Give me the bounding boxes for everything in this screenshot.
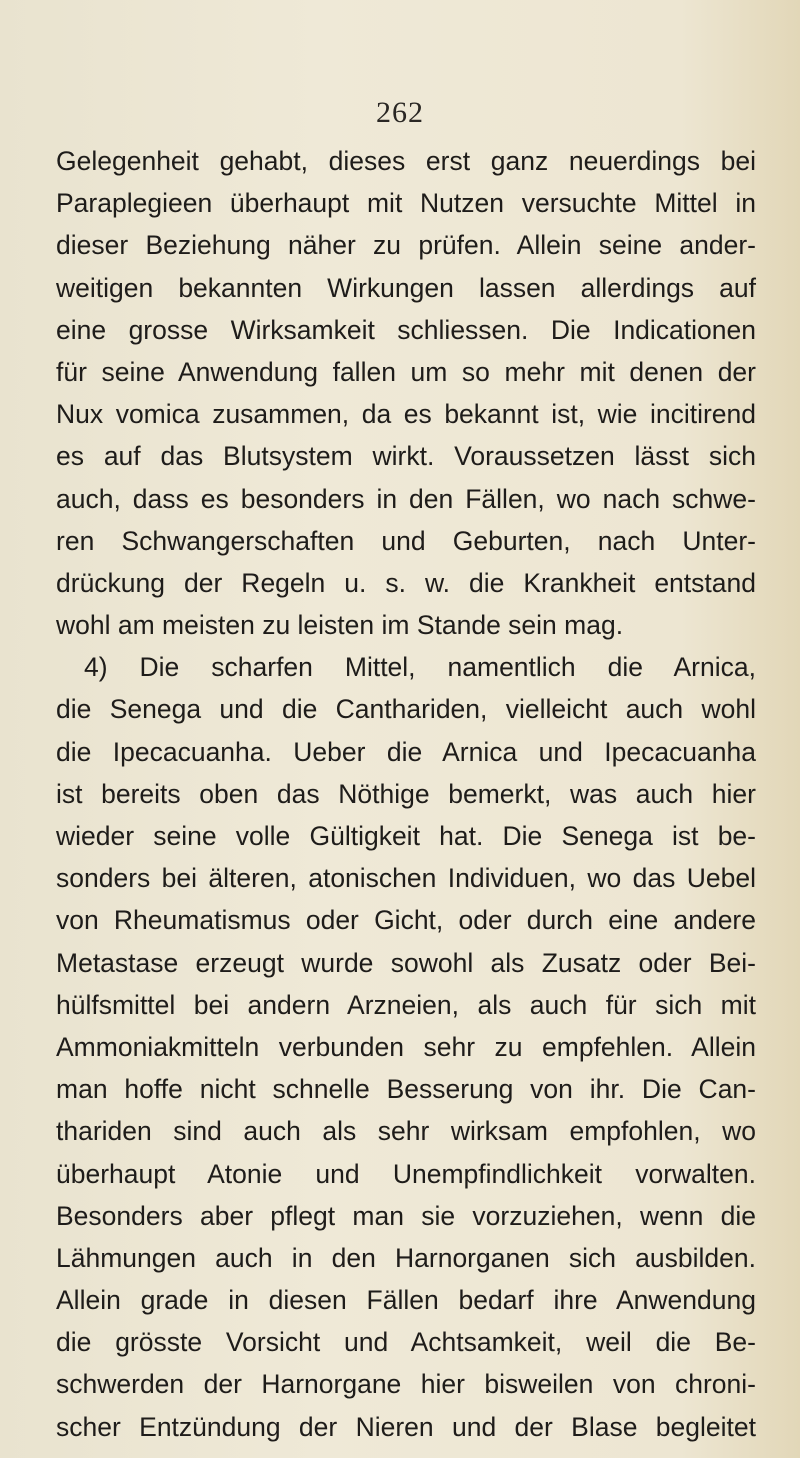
text-line: scher Entzündung der Nieren und der Blase begleitet [56,1411,756,1442]
text-line: Paraplegieen überhaupt mit Nutzen versuchte Mittel in [56,188,756,219]
text-line: thariden sind auch als sehr wirksam empfohlen, wo [56,1116,756,1147]
text-line: wieder seine volle Gültigkeit hat. Die Senega ist be- [56,821,756,851]
text-line: Allein grade in diesen Fällen bedarf ihre Anwendung [56,1285,756,1316]
text-line: drückung der Regeln u. s. w. die Krankheit entstand [56,567,756,598]
text-line: weitigen bekannten Wirkungen lassen allerdings auf [56,272,756,303]
text-line: hülfsmittel bei andern Arzneien, als auch für sich mit [56,989,756,1020]
text-line: Lähmungen auch in den Harnorganen sich ausbilden. [56,1242,756,1273]
text-line: auch, dass es besonders in den Fällen, wo nach schwe- [56,483,756,514]
text-line: die grösste Vorsicht und Achtsamkeit, weil die Be- [56,1327,756,1358]
text-line: 4) Die scharfen Mittel, namentlich die Arnica, [84,652,756,683]
text-line: Nux vomica zusammen, da es bekannt ist, wie incitirend [56,399,756,430]
text-line: wohl am meisten zu leisten im Stande sein mag. [56,610,624,641]
text-line: die Ipecacuanha. Ueber die Arnica und Ipecacuanha [56,736,756,767]
text-line: es auf das Blutsystem wirkt. Voraussetzen lässt sich [56,441,756,472]
text-line: Besonders aber pflegt man sie vorzuziehen, wenn die [56,1200,756,1231]
text-line: sonders bei älteren, atonischen Individuen, wo das Uebel [56,863,756,894]
text-line: dieser Beziehung näher zu prüfen. Allein seine ander- [56,230,756,261]
body-text [56,140,756,1448]
text-line: überhaupt Atonie und Unempfindlichkeit vorwalten. [56,1158,756,1189]
text-line: man hoffe nicht schnelle Besserung von ihr. Die Can- [56,1074,756,1105]
text-line: die Senega und die Canthariden, vielleicht auch wohl [56,694,756,725]
text-line: Ammoniakmitteln verbunden sehr zu empfehlen. Allein [56,1031,756,1062]
text-line: für seine Anwendung fallen um so mehr mit denen der [56,356,756,387]
text-line: Gelegenheit gehabt, dieses erst ganz neuerdings bei [56,146,756,176]
text-line: ren Schwangerschaften und Geburten, nach Unter- [56,525,756,556]
text-line: eine grosse Wirksamkeit schliessen. Die Indicationen [56,314,756,345]
text-line: ist bereits oben das Nöthige bemerkt, was auch hier [56,778,756,809]
text-line: schwerden der Harnorgane hier bisweilen von chroni- [56,1369,756,1400]
text-line: Metastase erzeugt wurde sowohl als Zusatz oder Bei- [56,947,756,978]
page-number: 262 [376,96,424,129]
text-line: von Rheumatismus oder Gicht, oder durch eine andere [56,905,756,936]
